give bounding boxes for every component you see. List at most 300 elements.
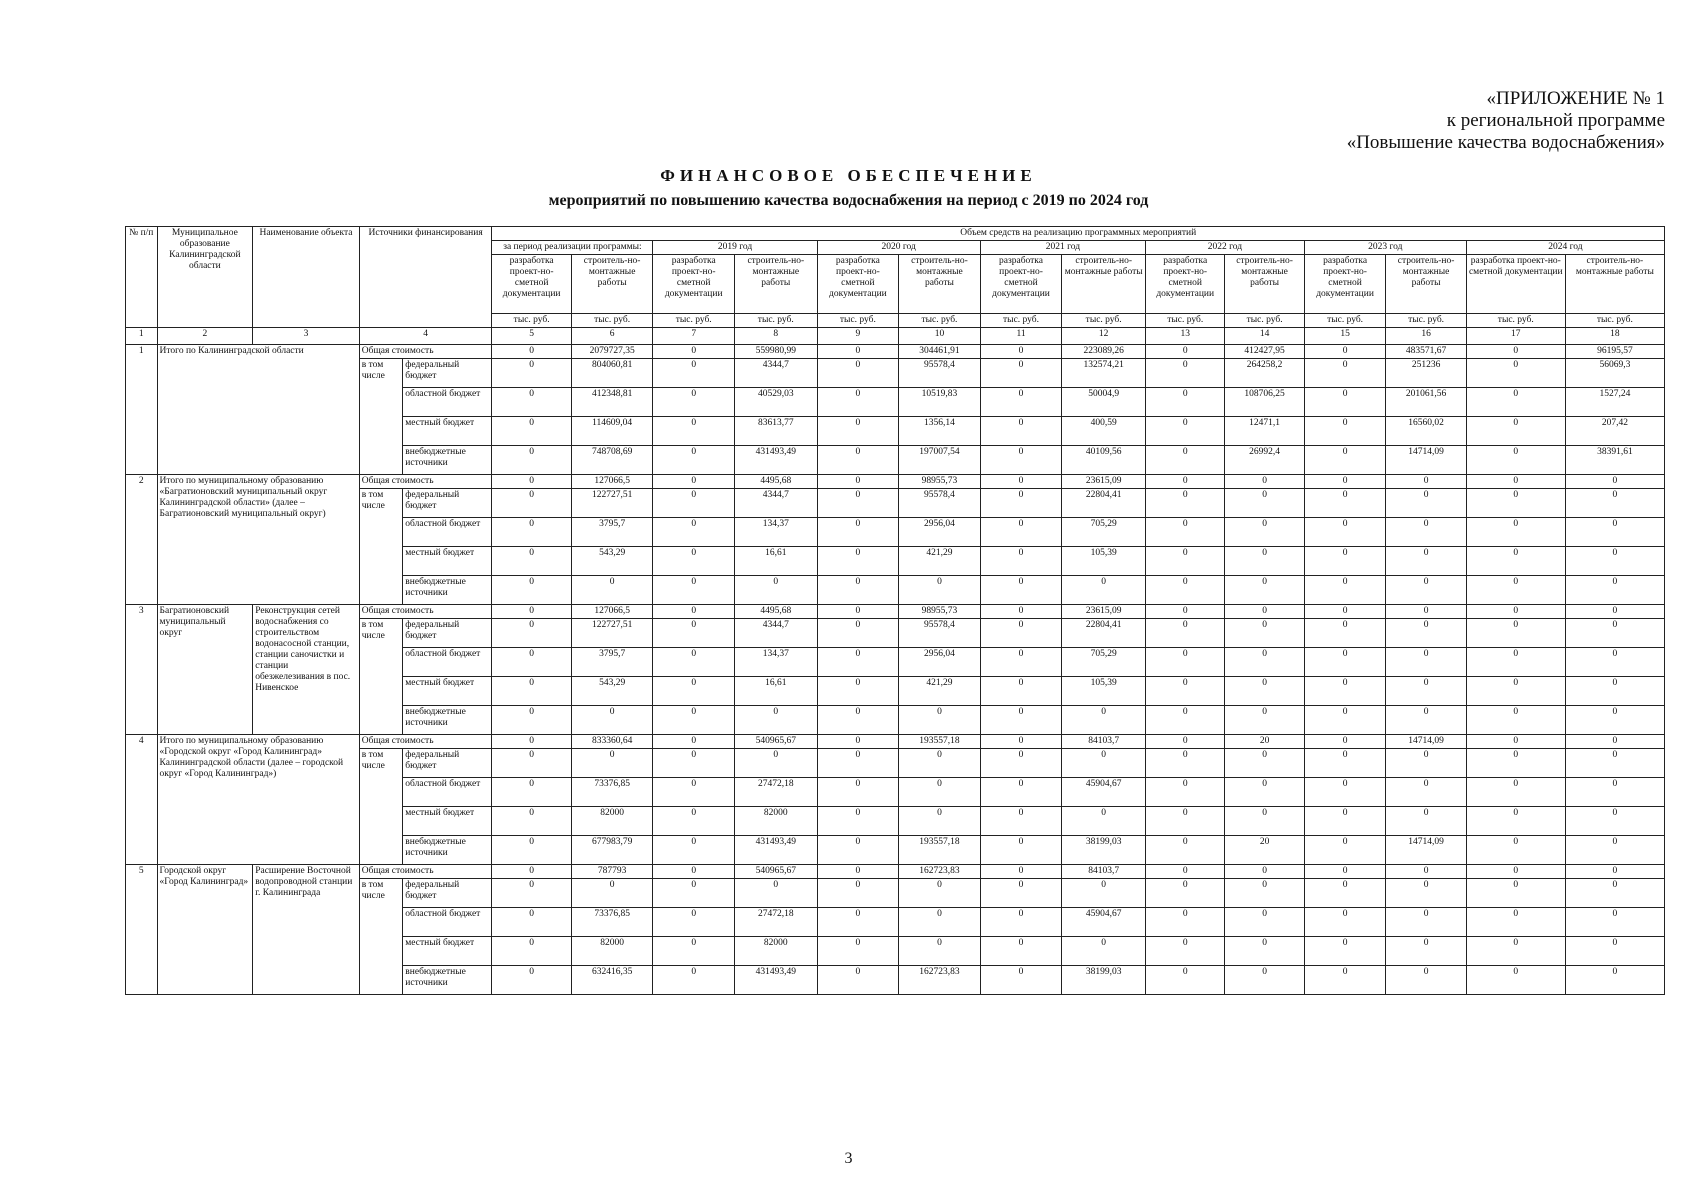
value-cell: 0 <box>653 475 735 489</box>
value-cell: 0 <box>980 547 1062 576</box>
value-cell: 0 <box>653 446 735 475</box>
value-cell: 22804,41 <box>1062 619 1146 648</box>
head-unit: тыс. руб. <box>899 314 981 328</box>
column-number: 4 <box>359 328 492 345</box>
value-cell: 0 <box>1466 749 1565 778</box>
column-number: 8 <box>734 328 817 345</box>
value-cell: 0 <box>1304 518 1386 547</box>
value-cell: 45904,67 <box>1062 908 1146 937</box>
value-cell: 0 <box>817 836 899 865</box>
column-number: 13 <box>1146 328 1225 345</box>
value-cell: 0 <box>980 677 1062 706</box>
value-cell: 0 <box>492 547 571 576</box>
value-cell: 0 <box>980 619 1062 648</box>
value-cell: 84103,7 <box>1062 865 1146 879</box>
source-extra: внебюджетные источники <box>403 836 492 865</box>
value-cell: 0 <box>1466 937 1565 966</box>
value-cell: 2956,04 <box>899 648 981 677</box>
value-cell: 0 <box>492 388 571 417</box>
value-cell: 0 <box>980 475 1062 489</box>
value-cell: 540965,67 <box>734 735 817 749</box>
value-cell: 197007,54 <box>899 446 981 475</box>
appendix-line-2: к региональной программе <box>1446 110 1665 131</box>
value-cell: 0 <box>1386 937 1466 966</box>
value-cell: 0 <box>1386 518 1466 547</box>
value-cell: 0 <box>492 417 571 446</box>
value-cell: 0 <box>1466 345 1565 359</box>
document-subtitle: мероприятий по повышению качества водоснабжения на период с 2019 по 2024 год <box>548 192 1149 209</box>
value-cell: 0 <box>1225 576 1304 605</box>
value-cell: 0 <box>653 735 735 749</box>
value-cell: 0 <box>1146 605 1225 619</box>
value-cell: 0 <box>980 518 1062 547</box>
source-total: Общая стоимость <box>359 865 492 879</box>
source-incl: в том числе <box>359 619 403 735</box>
head-subcol: разработка проект-но-сметной документации <box>492 255 571 314</box>
value-cell: 0 <box>1225 749 1304 778</box>
value-cell: 0 <box>817 749 899 778</box>
value-cell: 0 <box>1386 489 1466 518</box>
source-incl: в том числе <box>359 489 403 605</box>
value-cell: 0 <box>980 778 1062 807</box>
value-cell: 0 <box>1146 807 1225 836</box>
municipality-name: Городской округ «Город Калининград» <box>157 865 253 995</box>
value-cell: 0 <box>980 749 1062 778</box>
value-cell: 0 <box>653 547 735 576</box>
source-local: местный бюджет <box>403 937 492 966</box>
value-cell: 0 <box>1225 648 1304 677</box>
value-cell: 0 <box>492 619 571 648</box>
value-cell: 705,29 <box>1062 518 1146 547</box>
value-cell: 0 <box>1225 778 1304 807</box>
value-cell: 0 <box>1146 619 1225 648</box>
value-cell: 0 <box>1466 388 1565 417</box>
value-cell: 705,29 <box>1062 648 1146 677</box>
value-cell: 0 <box>1225 966 1304 995</box>
value-cell: 0 <box>1466 706 1565 735</box>
value-cell: 56069,3 <box>1565 359 1664 388</box>
head-subcol: разработка проект-но-сметной документации <box>653 255 735 314</box>
value-cell: 0 <box>1386 706 1466 735</box>
value-cell: 0 <box>817 778 899 807</box>
source-local: местный бюджет <box>403 417 492 446</box>
head-unit: тыс. руб. <box>817 314 899 328</box>
value-cell: 0 <box>1466 677 1565 706</box>
value-cell: 0 <box>980 865 1062 879</box>
value-cell: 540965,67 <box>734 865 817 879</box>
column-number: 16 <box>1386 328 1466 345</box>
value-cell: 0 <box>492 648 571 677</box>
value-cell: 0 <box>1466 475 1565 489</box>
value-cell: 0 <box>1225 706 1304 735</box>
value-cell: 0 <box>1062 576 1146 605</box>
value-cell: 0 <box>1466 836 1565 865</box>
head-subcol: разработка проект-но-сметной документации <box>1304 255 1386 314</box>
value-cell: 0 <box>1146 778 1225 807</box>
value-cell: 16,61 <box>734 677 817 706</box>
value-cell: 16560,02 <box>1386 417 1466 446</box>
value-cell: 0 <box>1304 547 1386 576</box>
source-federal: федеральный бюджет <box>403 489 492 518</box>
head-period: за период реализации программы: <box>492 241 653 255</box>
value-cell: 0 <box>980 605 1062 619</box>
value-cell: 0 <box>817 879 899 908</box>
source-total: Общая стоимость <box>359 605 492 619</box>
value-cell: 0 <box>492 966 571 995</box>
value-cell: 0 <box>1565 836 1664 865</box>
value-cell: 23615,09 <box>1062 605 1146 619</box>
value-cell: 127066,5 <box>571 475 653 489</box>
page-number: 3 <box>844 1150 853 1167</box>
column-number: 6 <box>571 328 653 345</box>
column-number: 18 <box>1565 328 1664 345</box>
value-cell: 95578,4 <box>899 489 981 518</box>
value-cell: 0 <box>653 908 735 937</box>
value-cell: 20 <box>1225 735 1304 749</box>
value-cell: 0 <box>492 865 571 879</box>
value-cell: 0 <box>1146 735 1225 749</box>
value-cell: 0 <box>817 865 899 879</box>
object-name: Расширение Восточной водопроводной станции г. Калининграда <box>253 865 360 995</box>
value-cell: 82000 <box>571 807 653 836</box>
value-cell: 0 <box>980 908 1062 937</box>
value-cell: 82000 <box>571 937 653 966</box>
value-cell: 0 <box>653 619 735 648</box>
value-cell: 1527,24 <box>1565 388 1664 417</box>
table-body <box>126 345 1665 995</box>
value-cell: 0 <box>1146 388 1225 417</box>
value-cell: 0 <box>1225 475 1304 489</box>
municipality-name: Итого по Калининградской области <box>157 345 359 475</box>
source-regional: областной бюджет <box>403 648 492 677</box>
value-cell: 162723,83 <box>899 865 981 879</box>
value-cell: 4344,7 <box>734 359 817 388</box>
value-cell: 0 <box>1386 648 1466 677</box>
table-row <box>126 865 1665 879</box>
value-cell: 0 <box>899 749 981 778</box>
value-cell: 0 <box>1304 735 1386 749</box>
value-cell: 27472,18 <box>734 908 817 937</box>
value-cell: 748708,69 <box>571 446 653 475</box>
value-cell: 0 <box>817 345 899 359</box>
column-number: 2 <box>157 328 253 345</box>
value-cell: 0 <box>899 937 981 966</box>
value-cell: 0 <box>1565 475 1664 489</box>
value-cell: 0 <box>492 518 571 547</box>
value-cell: 251236 <box>1386 359 1466 388</box>
value-cell: 412427,95 <box>1225 345 1304 359</box>
value-cell: 0 <box>1565 966 1664 995</box>
value-cell: 95578,4 <box>899 619 981 648</box>
value-cell: 677983,79 <box>571 836 653 865</box>
value-cell: 0 <box>1304 446 1386 475</box>
value-cell: 0 <box>980 446 1062 475</box>
value-cell: 0 <box>1225 677 1304 706</box>
row-number: 3 <box>126 605 158 735</box>
value-cell: 0 <box>1466 966 1565 995</box>
value-cell: 543,29 <box>571 677 653 706</box>
value-cell: 0 <box>492 735 571 749</box>
value-cell: 114609,04 <box>571 417 653 446</box>
value-cell: 0 <box>1466 865 1565 879</box>
head-subcol: строитель-но-монтажные работы <box>1062 255 1146 314</box>
value-cell: 0 <box>817 417 899 446</box>
value-cell: 0 <box>899 807 981 836</box>
value-cell: 0 <box>1146 345 1225 359</box>
head-subcol: разработка проект-но-сметной документации <box>1146 255 1225 314</box>
value-cell: 0 <box>1146 749 1225 778</box>
value-cell: 0 <box>492 937 571 966</box>
column-number: 5 <box>492 328 571 345</box>
head-unit: тыс. руб. <box>1386 314 1466 328</box>
value-cell: 0 <box>1565 778 1664 807</box>
value-cell: 108706,25 <box>1225 388 1304 417</box>
value-cell: 0 <box>1146 648 1225 677</box>
value-cell: 0 <box>1304 865 1386 879</box>
value-cell: 4344,7 <box>734 489 817 518</box>
head-subcol: строитель-но-монтажные работы <box>1565 255 1664 314</box>
value-cell: 0 <box>817 547 899 576</box>
value-cell: 0 <box>1466 605 1565 619</box>
value-cell: 0 <box>492 879 571 908</box>
value-cell: 0 <box>1225 937 1304 966</box>
table-row <box>126 735 1665 749</box>
value-cell: 38199,03 <box>1062 966 1146 995</box>
value-cell: 84103,7 <box>1062 735 1146 749</box>
head-unit: тыс. руб. <box>571 314 653 328</box>
column-number: 15 <box>1304 328 1386 345</box>
value-cell: 0 <box>1146 865 1225 879</box>
head-subcol: разработка проект-но-сметной документации <box>980 255 1062 314</box>
value-cell: 0 <box>817 966 899 995</box>
value-cell: 40529,03 <box>734 388 817 417</box>
value-cell: 0 <box>1225 865 1304 879</box>
head-subcol: строитель-но-монтажные работы <box>1225 255 1304 314</box>
head-subcol: разработка проект-но-сметной документации <box>1466 255 1565 314</box>
value-cell: 0 <box>1565 807 1664 836</box>
source-total: Общая стоимость <box>359 475 492 489</box>
value-cell: 0 <box>571 749 653 778</box>
column-number: 12 <box>1062 328 1146 345</box>
column-number: 17 <box>1466 328 1565 345</box>
value-cell: 0 <box>899 706 981 735</box>
value-cell: 0 <box>1146 937 1225 966</box>
source-local: местный бюджет <box>403 547 492 576</box>
head-municipality: Муниципальное образование Калининградской области <box>157 227 253 328</box>
value-cell: 0 <box>571 879 653 908</box>
value-cell: 0 <box>1225 908 1304 937</box>
document-title: ФИНАНСОВОЕ ОБЕСПЕЧЕНИЕ <box>660 166 1037 185</box>
value-cell: 10519,83 <box>899 388 981 417</box>
value-cell: 421,29 <box>899 677 981 706</box>
row-number: 2 <box>126 475 158 605</box>
value-cell: 0 <box>653 677 735 706</box>
municipality-name: Багратионовский муниципальный округ <box>157 605 253 735</box>
head-unit: тыс. руб. <box>653 314 735 328</box>
value-cell: 0 <box>653 807 735 836</box>
value-cell: 543,29 <box>571 547 653 576</box>
value-cell: 0 <box>1146 879 1225 908</box>
value-cell: 0 <box>980 417 1062 446</box>
value-cell: 0 <box>1146 576 1225 605</box>
value-cell: 0 <box>492 836 571 865</box>
head-period: 2021 год <box>980 241 1145 255</box>
value-cell: 0 <box>492 475 571 489</box>
value-cell: 0 <box>1565 879 1664 908</box>
value-cell: 0 <box>1386 807 1466 836</box>
value-cell: 223089,26 <box>1062 345 1146 359</box>
value-cell: 0 <box>1304 359 1386 388</box>
value-cell: 0 <box>1304 706 1386 735</box>
value-cell: 0 <box>492 807 571 836</box>
value-cell: 0 <box>1304 576 1386 605</box>
value-cell: 134,37 <box>734 648 817 677</box>
value-cell: 0 <box>734 576 817 605</box>
value-cell: 4495,68 <box>734 475 817 489</box>
value-cell: 95578,4 <box>899 359 981 388</box>
value-cell: 0 <box>734 706 817 735</box>
value-cell: 0 <box>1304 749 1386 778</box>
head-unit: тыс. руб. <box>1304 314 1386 328</box>
value-cell: 0 <box>980 648 1062 677</box>
value-cell: 787793 <box>571 865 653 879</box>
value-cell: 0 <box>1466 735 1565 749</box>
value-cell: 105,39 <box>1062 677 1146 706</box>
value-cell: 0 <box>1386 677 1466 706</box>
value-cell: 0 <box>492 489 571 518</box>
source-extra: внебюджетные источники <box>403 966 492 995</box>
head-sources: Источники финансирования <box>359 227 492 328</box>
source-local: местный бюджет <box>403 807 492 836</box>
source-total: Общая стоимость <box>359 735 492 749</box>
value-cell: 0 <box>1146 677 1225 706</box>
head-subcol: разработка проект-но-сметной документации <box>817 255 899 314</box>
value-cell: 0 <box>1146 359 1225 388</box>
value-cell: 0 <box>653 345 735 359</box>
value-cell: 0 <box>653 576 735 605</box>
source-regional: областной бюджет <box>403 388 492 417</box>
value-cell: 0 <box>1565 605 1664 619</box>
value-cell: 0 <box>899 576 981 605</box>
value-cell: 2956,04 <box>899 518 981 547</box>
value-cell: 0 <box>1304 879 1386 908</box>
value-cell: 0 <box>1304 605 1386 619</box>
value-cell: 122727,51 <box>571 619 653 648</box>
head-object: Наименование объекта <box>253 227 360 328</box>
value-cell: 0 <box>1146 966 1225 995</box>
value-cell: 14714,09 <box>1386 836 1466 865</box>
head-subcol: строитель-но-монтажные работы <box>734 255 817 314</box>
value-cell: 201061,56 <box>1386 388 1466 417</box>
value-cell: 4344,7 <box>734 619 817 648</box>
value-cell: 0 <box>492 359 571 388</box>
value-cell: 0 <box>1146 518 1225 547</box>
value-cell: 0 <box>1565 576 1664 605</box>
value-cell: 0 <box>817 706 899 735</box>
value-cell: 0 <box>1225 489 1304 518</box>
value-cell: 0 <box>653 388 735 417</box>
value-cell: 0 <box>817 735 899 749</box>
value-cell: 26992,4 <box>1225 446 1304 475</box>
column-numbers-row <box>126 328 1665 345</box>
value-cell: 559980,99 <box>734 345 817 359</box>
value-cell: 0 <box>1466 807 1565 836</box>
value-cell: 0 <box>1062 706 1146 735</box>
value-cell: 0 <box>817 489 899 518</box>
value-cell: 0 <box>1304 937 1386 966</box>
value-cell: 0 <box>980 576 1062 605</box>
value-cell: 0 <box>734 879 817 908</box>
value-cell: 0 <box>653 865 735 879</box>
value-cell: 0 <box>1225 879 1304 908</box>
value-cell: 0 <box>653 749 735 778</box>
value-cell: 0 <box>1466 547 1565 576</box>
value-cell: 0 <box>1304 475 1386 489</box>
value-cell: 0 <box>1565 648 1664 677</box>
value-cell: 431493,49 <box>734 966 817 995</box>
value-cell: 193557,18 <box>899 735 981 749</box>
value-cell: 14714,09 <box>1386 735 1466 749</box>
value-cell: 122727,51 <box>571 489 653 518</box>
table-row <box>126 345 1665 359</box>
value-cell: 0 <box>817 937 899 966</box>
appendix-line-3: «Повышение качества водоснабжения» <box>1346 132 1665 153</box>
value-cell: 0 <box>817 446 899 475</box>
value-cell: 0 <box>1146 489 1225 518</box>
value-cell: 0 <box>1304 807 1386 836</box>
column-number: 11 <box>980 328 1062 345</box>
value-cell: 0 <box>1386 865 1466 879</box>
value-cell: 0 <box>1146 446 1225 475</box>
source-regional: областной бюджет <box>403 908 492 937</box>
source-federal: федеральный бюджет <box>403 749 492 778</box>
column-number: 7 <box>653 328 735 345</box>
value-cell: 0 <box>1304 908 1386 937</box>
value-cell: 0 <box>653 605 735 619</box>
value-cell: 2079727,35 <box>571 345 653 359</box>
value-cell: 0 <box>1386 749 1466 778</box>
value-cell: 0 <box>1466 359 1565 388</box>
value-cell: 0 <box>980 388 1062 417</box>
value-cell: 0 <box>1565 865 1664 879</box>
source-regional: областной бюджет <box>403 518 492 547</box>
value-cell: 0 <box>571 706 653 735</box>
value-cell: 0 <box>817 576 899 605</box>
head-unit: тыс. руб. <box>1062 314 1146 328</box>
value-cell: 0 <box>1466 489 1565 518</box>
column-number: 9 <box>817 328 899 345</box>
value-cell: 0 <box>1386 619 1466 648</box>
value-cell: 0 <box>492 706 571 735</box>
value-cell: 483571,67 <box>1386 345 1466 359</box>
value-cell: 0 <box>1304 417 1386 446</box>
value-cell: 0 <box>1386 966 1466 995</box>
value-cell: 0 <box>1304 677 1386 706</box>
value-cell: 132574,21 <box>1062 359 1146 388</box>
value-cell: 0 <box>817 388 899 417</box>
source-incl: в том числе <box>359 879 403 995</box>
value-cell: 0 <box>899 778 981 807</box>
value-cell: 0 <box>492 576 571 605</box>
value-cell: 0 <box>817 475 899 489</box>
value-cell: 632416,35 <box>571 966 653 995</box>
value-cell: 400,59 <box>1062 417 1146 446</box>
value-cell: 0 <box>1466 518 1565 547</box>
value-cell: 0 <box>1466 908 1565 937</box>
column-number: 3 <box>253 328 360 345</box>
head-volume: Объем средств на реализацию программных мероприятий <box>492 227 1665 241</box>
value-cell: 0 <box>653 966 735 995</box>
